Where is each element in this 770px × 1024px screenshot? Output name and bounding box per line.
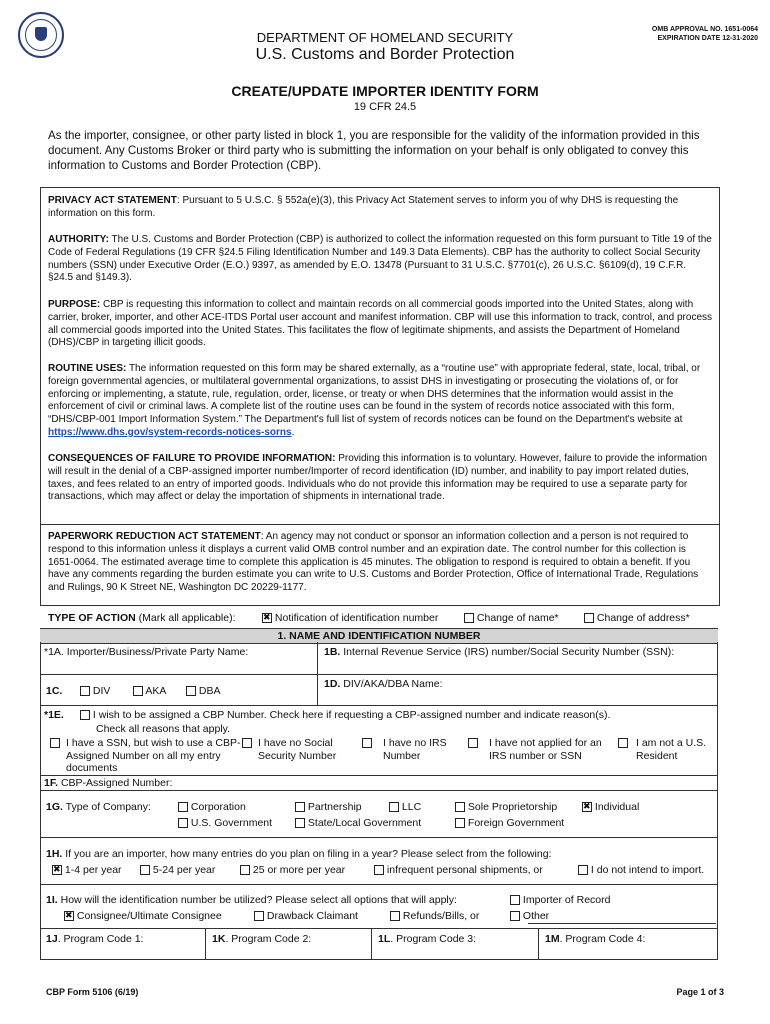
company-partnership[interactable]: Partnership <box>295 801 362 814</box>
notification-checkbox[interactable] <box>262 613 272 623</box>
entries-5-24-checkbox[interactable] <box>140 865 150 875</box>
action-change-name[interactable]: Change of name* <box>464 612 559 624</box>
foreign-checkbox[interactable] <box>455 818 465 828</box>
reason-no-ssn-checkbox[interactable] <box>242 738 252 748</box>
purpose-statement: PURPOSE: CBP is requesting this information to collect and maintain records on all commercial goods imported into the United States, along with carrier, broker, importer, and other ACE-ITDS Portal user account and manifest information. CBP will use this information to track, control, and process all commercial goods imported into the United States. This facilitates the flow of legitimate shipments, and assists the Department of Homeland (DHS)/CBP in targeting illicit goods. <box>48 299 712 349</box>
cbp-number-checkbox[interactable] <box>80 710 90 720</box>
left-border <box>40 642 41 960</box>
sole-proprietorship-checkbox[interactable] <box>455 802 465 812</box>
importer-of-record-checkbox[interactable] <box>510 895 520 905</box>
option-div[interactable]: DIV <box>80 685 110 698</box>
action-notification[interactable]: ✖ Notification of identification number <box>262 612 438 624</box>
corporation-checkbox[interactable] <box>178 802 188 812</box>
entries-1-4[interactable]: ✖ 1-4 per year <box>52 864 122 877</box>
reason-non-resident-checkbox[interactable] <box>618 738 628 748</box>
divider-1k-1l <box>371 928 372 959</box>
reason-no-ssn-label: I have no Social Security Number <box>258 737 337 762</box>
entries-25-plus-checkbox[interactable] <box>240 865 250 875</box>
partnership-checkbox[interactable] <box>295 802 305 812</box>
section-1-header: 1. NAME AND IDENTIFICATION NUMBER <box>40 628 718 644</box>
field-1h-label: 1H. If you are an importer, how many entries do you plan on filing in a year? Please select from the following: <box>46 848 552 860</box>
reason-no-irs[interactable] <box>362 737 372 750</box>
use-drawback[interactable]: Drawback Claimant <box>254 910 358 923</box>
consequences-statement: CONSEQUENCES OF FAILURE TO PROVIDE INFORMATION: Providing this information is to voluntary. However, failure to provide the information will result in the denial of a CBP-assigned importer number/Importer of record identification (ID) number, and inability to pay import related duties, taxes, and fees related to an entry of imported goods. Individuals who do not provide this information may be required to use a separate party for transactions, which may affect or delay the importation of shipments in international trade. <box>48 453 708 503</box>
individual-checkbox[interactable] <box>582 802 592 812</box>
drawback-checkbox[interactable] <box>254 911 264 921</box>
field-1j-label: 1J. Program Code 1: <box>46 933 144 945</box>
us-government-checkbox[interactable] <box>178 818 188 828</box>
dba-checkbox[interactable] <box>186 686 196 696</box>
right-border <box>717 642 718 960</box>
other-checkbox[interactable] <box>510 911 520 921</box>
field-1i-label: 1I. How will the identification number be utilized? Please select all options that will apply: <box>46 894 457 906</box>
reason-no-irs-label: I have no IRS Number <box>383 737 447 762</box>
check-all-reasons: Check all reasons that apply. <box>96 723 231 735</box>
agency-name: U.S. Customs and Border Protection <box>255 46 515 63</box>
aka-checkbox[interactable] <box>133 686 143 696</box>
field-1m-label: 1M. Program Code 4: <box>545 933 646 945</box>
reason-non-resident[interactable] <box>618 737 628 750</box>
form-cfr: 19 CFR 24.5 <box>353 101 417 113</box>
company-corporation[interactable]: Corporation <box>178 801 246 814</box>
use-importer-of-record[interactable]: Importer of Record <box>510 894 610 907</box>
entries-5-24[interactable]: 5-24 per year <box>140 864 215 877</box>
llc-checkbox[interactable] <box>389 802 399 812</box>
div-checkbox[interactable] <box>80 686 90 696</box>
sorns-link[interactable]: https://www.dhs.gov/system-records-notices-sorns <box>48 426 292 438</box>
field-1k-label: 1K. Program Code 2: <box>212 933 312 945</box>
intro-text: As the importer, consignee, or other party listed in block 1, you are responsible for the validity of the information provided in this document. Any Customs Broker or third party who is submitting the information on your behalf is only obligated to convey this information to Customs and Border Protection (CBP). <box>48 129 700 172</box>
field-1c-label: 1C. <box>46 685 63 697</box>
reason-ssn-cbp-label: I have a SSN, but wish to use a CBP-Assigned Number on all my entry documents <box>66 737 241 774</box>
option-aka[interactable]: AKA <box>133 685 166 698</box>
use-refunds[interactable]: Refunds/Bills, or <box>390 910 479 923</box>
divider-after-1e <box>40 775 718 776</box>
cbp-number-request[interactable]: I wish to be assigned a CBP Number. Check here if requesting a CBP-assigned number and indicate reason(s). <box>80 709 710 722</box>
company-individual[interactable]: ✖ Individual <box>582 801 639 814</box>
divider-after-1a <box>40 674 718 675</box>
reason-no-ssn[interactable] <box>242 737 252 750</box>
divider-after-1h <box>40 884 718 885</box>
entries-1-4-checkbox[interactable] <box>52 865 62 875</box>
consignee-checkbox[interactable] <box>64 911 74 921</box>
divider-after-1g <box>40 837 718 838</box>
divider-after-1i <box>40 928 718 929</box>
type-of-action-label: TYPE OF ACTION (Mark all applicable): <box>48 612 236 624</box>
reason-not-applied-checkbox[interactable] <box>468 738 478 748</box>
field-1a-label: *1A. Importer/Business/Private Party Name: <box>44 646 249 658</box>
change-name-checkbox[interactable] <box>464 613 474 623</box>
privacy-statement: PRIVACY ACT STATEMENT: Pursuant to 5 U.S.C. § 552a(e)(3), this Privacy Act Statement serves to inform you of why DHS is requesting the information on this form. <box>48 195 679 219</box>
divider-after-1c <box>40 705 718 706</box>
field-1d-label: 1D. DIV/AKA/DBA Name: <box>324 678 443 690</box>
reason-non-resident-label: I am not a U.S. Resident <box>636 737 707 762</box>
entries-infrequent-checkbox[interactable] <box>374 865 384 875</box>
form-id: CBP Form 5106 (6/19) <box>46 987 139 997</box>
change-address-checkbox[interactable] <box>584 613 594 623</box>
entries-25-plus[interactable]: 25 or more per year <box>240 864 345 877</box>
use-consignee[interactable]: ✖ Consignee/Ultimate Consignee <box>64 910 222 923</box>
field-1e-label: *1E. <box>44 709 64 721</box>
refunds-checkbox[interactable] <box>390 911 400 921</box>
use-other[interactable]: Other <box>510 910 549 923</box>
company-llc[interactable]: LLC <box>389 801 421 814</box>
field-1b-label: 1B. Internal Revenue Service (IRS) number/Social Security Number (SSN): <box>324 646 675 658</box>
divider-after-1f <box>40 790 718 791</box>
field-1g-label: 1G. Type of Company: <box>46 801 151 813</box>
page-number: Page 1 of 3 <box>676 987 724 997</box>
table-bottom <box>40 959 718 960</box>
divider-1j-1k <box>205 928 206 959</box>
form-title: CREATE/UPDATE IMPORTER IDENTITY FORM <box>231 83 539 99</box>
entries-none[interactable]: I do not intend to import. <box>578 864 704 877</box>
entries-infrequent[interactable]: infrequent personal shipments, or <box>374 864 543 877</box>
reason-not-applied[interactable] <box>468 737 478 750</box>
field-1f-label: 1F. CBP-Assigned Number: <box>44 777 173 789</box>
state-local-checkbox[interactable] <box>295 818 305 828</box>
option-dba[interactable]: DBA <box>186 685 221 698</box>
company-foreign[interactable]: Foreign Government <box>455 817 564 830</box>
company-state-local[interactable]: State/Local Government <box>295 817 421 830</box>
field-1l-label: 1L. Program Code 3: <box>378 933 477 945</box>
authority-statement: AUTHORITY: The U.S. Customs and Border Protection (CBP) is authorized to collect the information requested on this form pursuant to Title 19 of the Code of Federal Regulations (19 CFR §24.5 Filing Identification Number and 149.3 Data Elements). CBP has the authority to collect Social Security numbers (SSN) under Executive Order (E.O.) 9397, as amended by E.O. 13478 (Pursuant to 31 U.S.C. §7701(c), 26 U.S.C. §6109(d), 19 C.F.R. §24.5 and §149.3). <box>48 234 712 284</box>
reason-no-irs-checkbox[interactable] <box>362 738 372 748</box>
divider-1l-1m <box>538 928 539 959</box>
company-sole-proprietorship[interactable]: Sole Proprietorship <box>455 801 557 814</box>
omb-approval: OMB APPROVAL NO. 1651-0064 EXPIRATION DATE 12-31-2020 <box>651 26 758 42</box>
other-underline <box>528 923 716 924</box>
paperwork-statement: PAPERWORK REDUCTION ACT STATEMENT: An agency may not conduct or sponsor an information collection and a person is not required to respond to this information unless it displays a current valid OMB control number and an expiration date. The control number for this collection is 1651-0064. The estimated average time to complete this application is 45 minutes. The obligation to respond is required to obtain a benefit. If you have any comments regarding the burden estimate you can write to U.S. Customs and Border Protection, Office of International Trade, Regulations and Rulings, 90 K Street NE, Washington DC 20229-1177. <box>48 531 699 594</box>
company-us-government[interactable]: U.S. Government <box>178 817 272 830</box>
reason-ssn-cbp[interactable] <box>50 737 60 750</box>
department-name: DEPARTMENT OF HOMELAND SECURITY <box>256 30 514 45</box>
routine-uses-statement: ROUTINE USES: The information requested on this form may be shared externally, as a “routine use” with appropriate federal, state, local, tribal, or foreign governmental agencies, or multilateral governmental organizations, to assist DHS in investigating or prosecuting the violations of, or for enforcing or implementing, a statute, rule, regulation, order, license, or treaty or when DHS determines that the information would assist in the enforcement of civil or criminal laws. A complete list of the routine uses can be found in the system of records notice associated with this form, “DHS/CBP-001 Import Information System.” The Department's full list of system of records notices can be found on the Department's website at https://www.dhs.gov/system-records-notices-sorns. <box>48 363 701 438</box>
reason-ssn-checkbox[interactable] <box>50 738 60 748</box>
action-change-address[interactable]: Change of address* <box>584 612 690 624</box>
reason-not-applied-label: I have not applied for an IRS number or SSN <box>489 737 602 762</box>
entries-none-checkbox[interactable] <box>578 865 588 875</box>
